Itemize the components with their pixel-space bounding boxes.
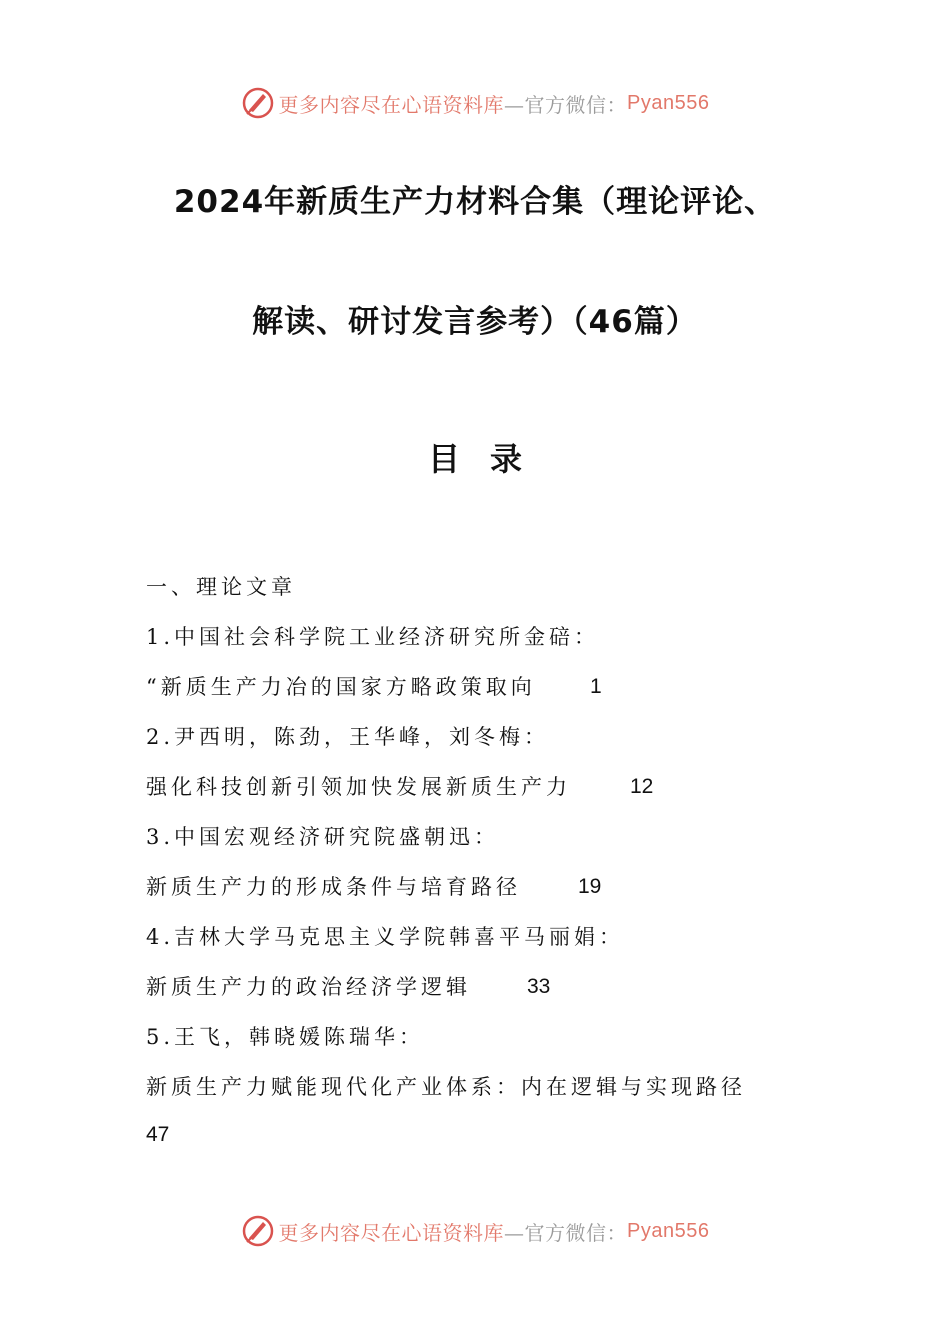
toc-entry-1-title: “新质生产力冶的国家方略政策取向 [146,675,536,699]
watermark-id-text: Pyan556 [627,1219,710,1242]
toc-entry-5-author: 5.王飞，韩晓媛陈瑞华： [146,1025,425,1049]
quill-logo-icon [241,86,275,120]
document-title-line-1: 2024年新质生产力材料合集（理论评论、 [173,184,777,220]
toc-heading: 目录 [427,440,552,478]
toc-entry-2-title: 强化科技创新引领加快发展新质生产力 [146,775,571,799]
toc-entry-3-title: 新质生产力的形成条件与培育路径 [146,875,521,899]
toc-entry-4-author: 4.吉林大学马克思主义学院韩喜平马丽娟： [146,925,625,949]
toc-entry-5-title: 新质生产力赋能现代化产业体系：内在逻辑与实现路径 [146,1075,746,1099]
toc-entry-4-title: 新质生产力的政治经济学逻辑 [146,975,471,999]
watermark-main-text: 更多内容尽在心语资料库 [278,92,505,117]
watermark-rest-text: —官方微信： [504,1220,628,1245]
watermark-rest-text: —官方微信： [504,92,628,117]
toc-entry-1-page: 1 [590,675,602,698]
quill-logo-icon [241,1214,275,1248]
toc-entry-4-page: 33 [527,975,551,998]
toc-entry-5-page: 47 [146,1123,170,1146]
watermark-main-text: 更多内容尽在心语资料库 [278,1220,505,1245]
toc-entry-2-page: 12 [630,775,654,798]
toc-section-heading: 一、理论文章 [146,575,296,599]
watermark-footer [0,1214,950,1248]
toc-entry-1-author: 1.中国社会科学院工业经济研究所金碚： [146,625,600,649]
document-title-line-2: 解读、研讨发言参考）（46篇） [252,304,698,340]
watermark-header [0,86,950,120]
toc-entry-3-author: 3.中国宏观经济研究院盛朝迅： [146,825,500,849]
watermark-id-text: Pyan556 [627,91,710,114]
toc-entry-3-page: 19 [578,875,602,898]
toc-entry-2-author: 2.尹西明，陈劲，王华峰，刘冬梅： [146,725,550,749]
